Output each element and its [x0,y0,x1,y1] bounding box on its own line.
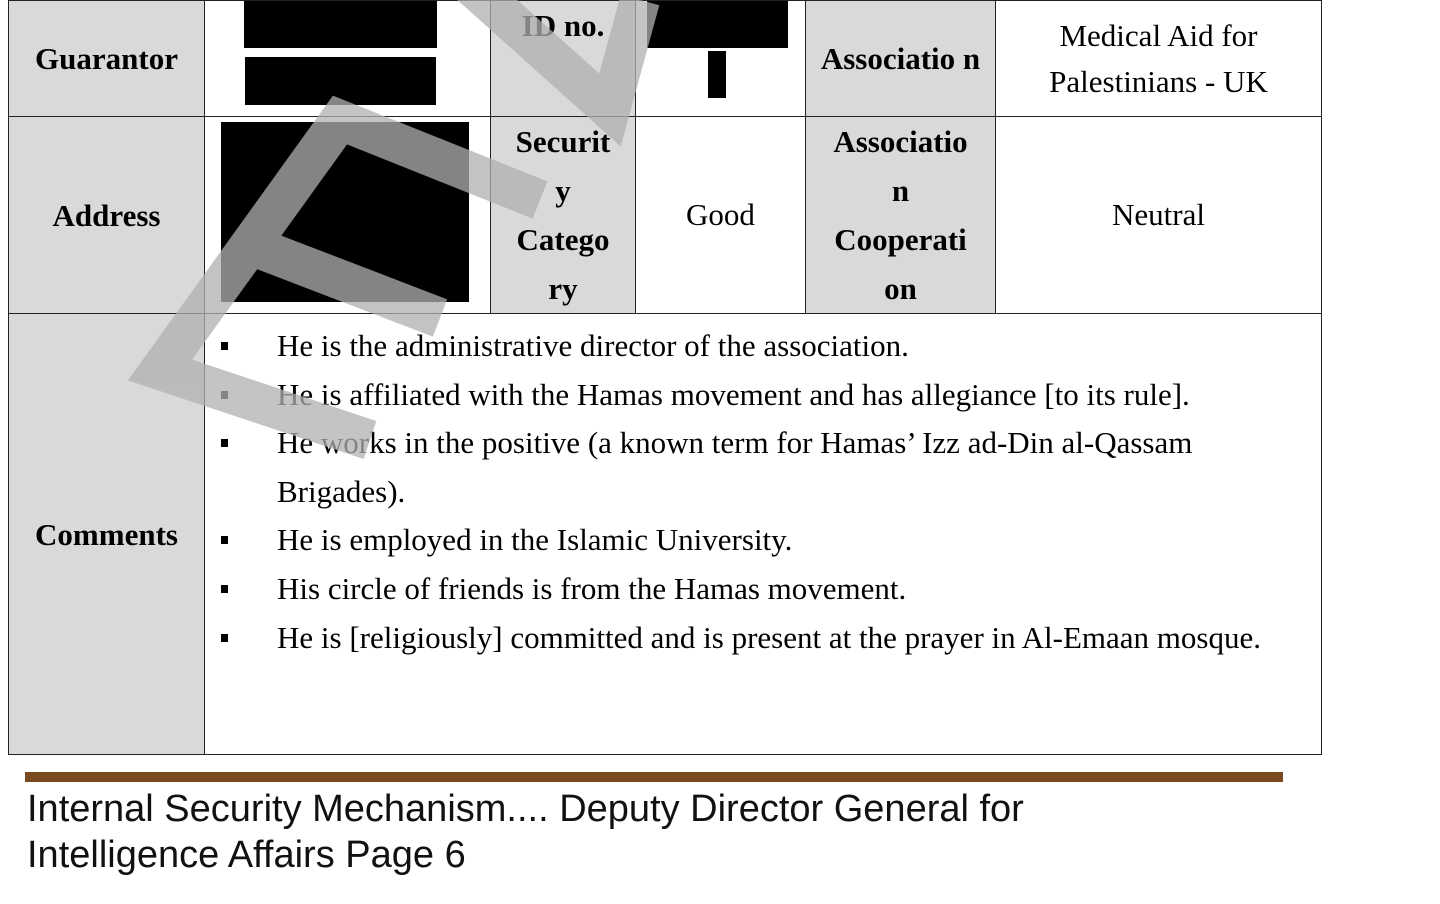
bullet-icon [221,439,228,447]
comment-item [205,322,1301,371]
guarantor-name-redacted [205,1,491,117]
comment-item [205,516,1301,565]
comment-text: He is the administrative director of the association. [277,328,909,363]
table-row-guarantor [9,1,1322,117]
page-footer [27,786,1327,878]
security-category-value: Good [636,117,806,314]
comment-text: His circle of friends is from the Hamas movement. [277,570,907,606]
bullet-icon [221,634,228,642]
comment-text: He is affiliated with the Hamas movement and has allegiance [to its rule]. [277,376,1190,412]
redaction-bar [708,51,726,98]
comment-item [205,614,1301,663]
association-value: Medical Aid for Palestinians - UK [996,1,1322,117]
table-row-comments [9,314,1322,755]
guarantor-label: Guarantor [9,1,205,117]
bullet-icon [221,536,228,544]
address-label: Address [9,117,205,314]
comment-item [205,565,1301,614]
comment-item [205,371,1301,420]
association-label: Associatio n [806,1,996,117]
comment-item [205,419,1301,516]
comment-text: He is [religiously] committed and is present at the prayer in Al-Emaan mosque. [277,619,1261,655]
id-number-label: ID no. [491,1,636,117]
comments-list [205,314,1321,662]
record-table [8,0,1322,755]
comment-text: He is employed in the Islamic University. [277,522,793,558]
comment-text: He works in the positive (a known term for Hamas’ Izz ad-Din al-Qassam Brigades). [277,425,1193,509]
bullet-icon [221,585,228,593]
footer-line-2: Intelligence Affairs Page 6 [27,834,466,876]
table-row-address [9,117,1322,314]
comments-cell [205,314,1322,755]
footer-divider [25,772,1283,782]
redaction-bar [647,1,788,48]
id-number-redacted [636,1,806,117]
comments-label: Comments [9,314,205,755]
security-category-label: Securit y Catego ry [491,117,636,314]
footer-line-1: Internal Security Mechanism.... Deputy Director General for [27,788,1024,830]
association-cooperation-label: Associatio n Cooperati on [806,117,996,314]
redaction-bar [244,1,437,48]
redaction-block [221,122,469,302]
redaction-bar [245,57,436,105]
address-redacted [205,117,491,314]
bullet-icon [221,342,228,350]
association-cooperation-value: Neutral [996,117,1322,314]
bullet-icon [221,391,228,399]
